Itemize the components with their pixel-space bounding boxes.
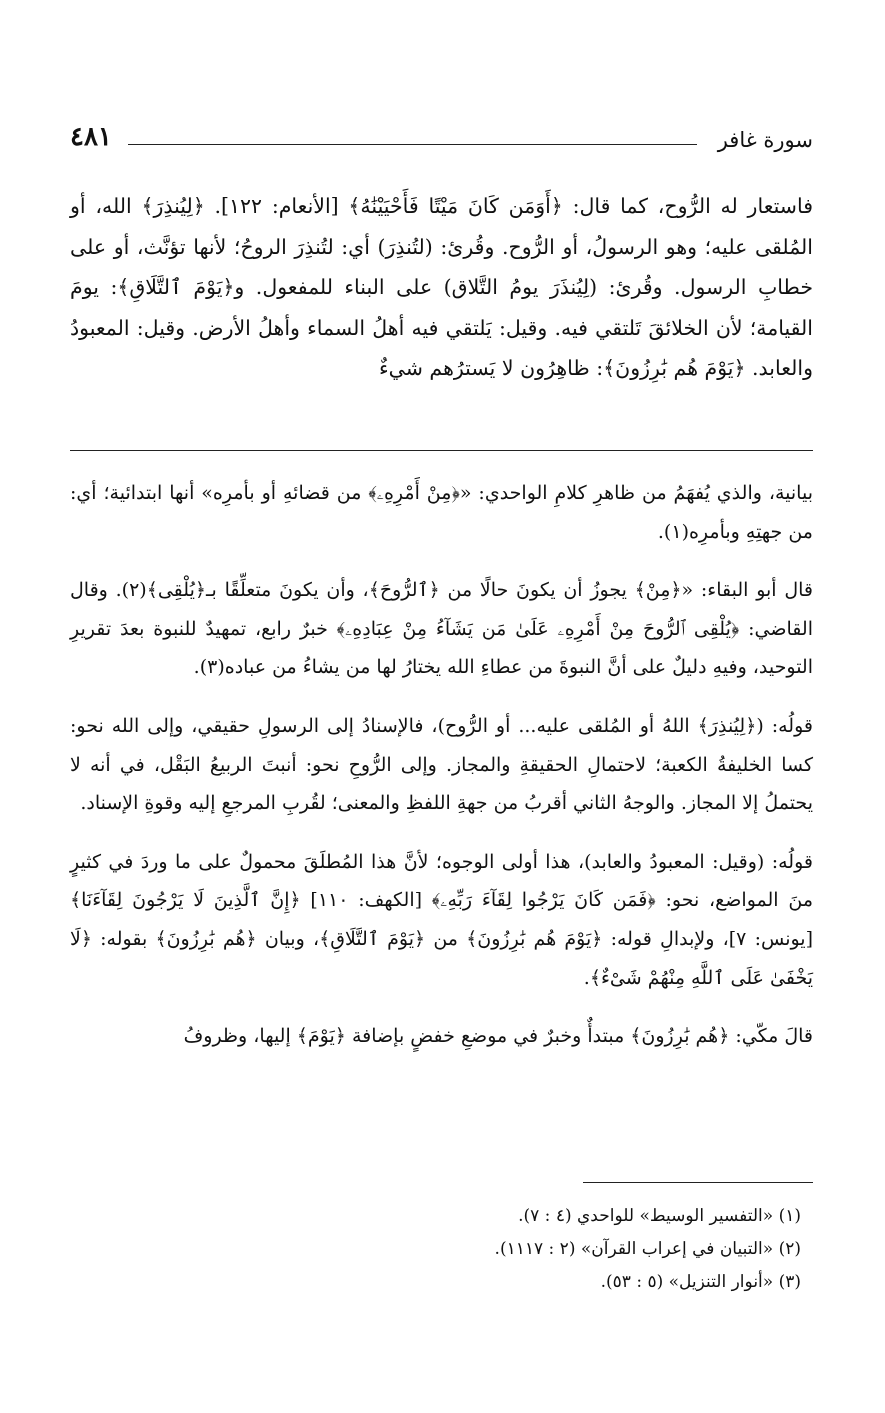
page-number: ٤٨١: [70, 122, 112, 152]
commentary-paragraph: قال أبو البقاء: «﴿مِنْ﴾ يجوزُ أن يكونَ حالًا من ﴿ٱلرُّوحَ﴾، وأن يكونَ متعلِّقًا بـ﴿يُلْقِى﴾(٢). وقال القاضي: ﴿يُلْقِى ٱلرُّوحَ مِنْ أَمْرِهِۦ عَلَىٰ مَن يَشَآءُ مِنْ عِبَادِهِۦ﴾ خبرٌ رابع، تمهيدٌ للنبوة بعدَ تقريرِ التوحيد، وفيهِ دليلٌ على أنَّ النبوةَ من عطاءِ الله يختارُ لها من يشاءُ من عباده(٣).: [70, 579, 813, 679]
header-divider: [128, 144, 697, 145]
footnote-divider: [583, 1182, 813, 1183]
footnotes: [70, 1200, 801, 1299]
footnote: (٢) «التبيان في إعراب القرآن» (٢ : ١١١٧).: [494, 1239, 801, 1259]
main-text: [70, 186, 813, 389]
main-divider: [70, 450, 813, 451]
footnote: (٣) «أنوار التنزيل» (٥ : ٥٣).: [600, 1272, 801, 1292]
commentary-text: [70, 474, 813, 1056]
book-page: [70, 0, 813, 1413]
main-text-paragraph: فاستعار له الرُّوح، كما قال: ﴿أَوَمَن كَانَ مَيْتًا فَأَحْيَيْنَٰهُ﴾ [الأنعام: ١٢٢]. ﴿لِيُنذِرَ﴾ الله، أو المُلقى عليه؛ وهو الرسولُ، أو الرُّوح. وقُرئ: (لتُنذِرَ) أي: لتُنذِرَ الروحُ؛ لأنها تؤنَّث، أو على خطابِ الرسول. وقُرئ: (لِيُنذَرَ يومُ التَّلاق) على البناء للمفعول. و﴿يَوْمَ ٱلتَّلَاقِ﴾: يومَ القيامة؛ لأن الخلائقَ تَلتقي فيه. وقيل: يَلتقي فيه أهلُ السماء وأهلُ الأرض. وقيل: المعبودُ والعابد. ﴿يَوْمَ هُم بَٰرِزُونَ﴾: ظاهِرُون لا يَسترُهم شيءٌ: [70, 194, 813, 380]
commentary-paragraph: قولُه: (وقيل: المعبودُ والعابد)، هذا أولى الوجوه؛ لأنَّ هذا المُطلَقَ محمولٌ على ما وردَ في كثيرٍ منَ المواضع، نحو: ﴿فَمَن كَانَ يَرْجُوا لِقَآءَ رَبِّهِۦ﴾ [الكهف: ١١٠] ﴿إِنَّ ٱلَّذِينَ لَا يَرْجُونَ لِقَآءَنَا﴾ [يونس: ٧]، ولإبدالِ قوله: ﴿يَوْمَ هُم بَٰرِزُونَ﴾ من ﴿يَوْمَ ٱلتَّلَاقِ﴾، وبيان ﴿هُم بَٰرِزُونَ﴾ بقوله: ﴿لَا يَخْفَىٰ عَلَى ٱللَّهِ مِنْهُمْ شَىْءٌ﴾.: [70, 850, 813, 989]
commentary-paragraph: بيانية، والذي يُفهَمُ من ظاهرِ كلامِ الواحدي: «﴿مِنْ أَمْرِهِۦ﴾ من قضائهِ أو بأمرِه» أنها ابتدائية؛ أي: من جهتِهِ وبأمرِه(١).: [70, 482, 813, 543]
commentary-paragraph: قولُه: (﴿لِيُنذِرَ﴾ اللهُ أو المُلقى عليه... أو الرُّوح)، فالإسنادُ إلى الرسولِ حقيقي، وإلى الله نحو: كسا الخليفةُ الكعبة؛ لاحتمالِ الحقيقةِ والمجاز. وإلى الرُّوحِ نحو: أنبتَ الربيعُ البَقْل، في أنه لا يحتملُ إلا المجاز. والوجهُ الثاني أقربُ من جهةِ اللفظِ والمعنى؛ لقُربِ المرجعِ إليه وقوةِ الإسناد.: [70, 714, 813, 815]
commentary-paragraph: قالَ مكّي: ﴿هُم بَٰرِزُونَ﴾ مبتدأٌ وخبرٌ في موضعِ خفضٍ بإضافة ﴿يَوْمَ﴾ إليها، وظروفُ: [183, 1025, 813, 1048]
footnote: (١) «التفسير الوسيط» للواحدي (٤ : ٧).: [518, 1206, 801, 1226]
surah-title: سورة غافر: [717, 128, 813, 152]
page-header: [70, 122, 813, 162]
